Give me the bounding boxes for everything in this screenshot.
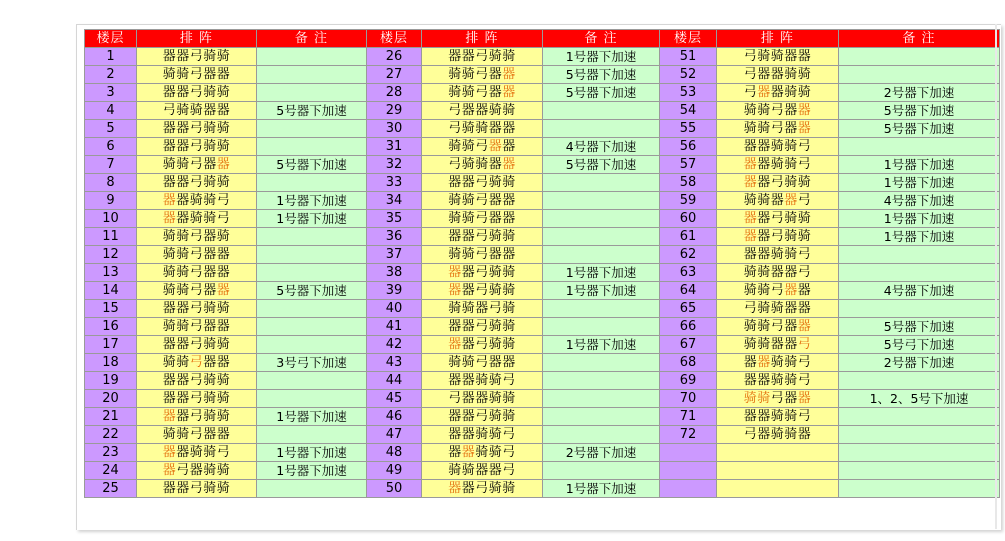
formation-cell[interactable]: 器器弓骑骑 [137,408,257,426]
floor-cell[interactable]: 68 [660,354,717,372]
formation-cell[interactable]: 器器弓骑骑 [717,174,839,192]
floor-cell[interactable]: 65 [660,300,717,318]
note-cell[interactable] [543,210,660,228]
floor-cell[interactable]: 22 [85,426,137,444]
table-row [85,300,1000,318]
formation-cell[interactable]: 器器弓骑骑 [137,48,257,66]
floor-cell[interactable]: 26 [367,48,422,66]
floor-cell[interactable]: 72 [660,426,717,444]
floor-cell[interactable]: 52 [660,66,717,84]
floor-cell[interactable]: 9 [85,192,137,210]
note-cell[interactable] [839,264,1000,282]
table-row [85,426,1000,444]
note-cell[interactable] [543,120,660,138]
formation-cell[interactable]: 器器弓骑骑 [422,228,543,246]
formation-cell[interactable]: 器器骑骑弓 [422,444,543,462]
formation-cell[interactable]: 器器骑骑弓 [137,444,257,462]
formation-cell[interactable]: 器器弓骑骑 [422,408,543,426]
table-row [85,246,1000,264]
floor-cell[interactable]: 34 [367,192,422,210]
floor-cell[interactable]: 19 [85,372,137,390]
formation-cell[interactable]: 弓骑骑器器 [717,300,839,318]
note-cell[interactable] [257,300,367,318]
formation-cell[interactable]: 器器骑骑弓 [717,156,839,174]
formation-cell[interactable]: 器器弓骑骑 [422,480,543,498]
formation-cell[interactable]: 器器弓骑骑 [137,372,257,390]
note-cell[interactable]: 5号器下加速 [543,66,660,84]
note-cell[interactable]: 1号器下加速 [543,264,660,282]
table-row [85,462,1000,480]
formation-cell[interactable]: 器器弓骑骑 [422,282,543,300]
formation-cell[interactable]: 器器弓骑骑 [717,210,839,228]
table-row [85,408,1000,426]
note-cell[interactable]: 5号器下加速 [839,120,1000,138]
note-cell[interactable] [257,66,367,84]
floor-cell[interactable]: 59 [660,192,717,210]
formation-cell[interactable]: 骑骑器器弓 [422,462,543,480]
formation-cell[interactable]: 骑骑弓器器 [137,282,257,300]
table-row [85,84,1000,102]
note-cell[interactable] [839,444,1000,462]
header-note-3[interactable]: 备 注 [839,30,1000,48]
formation-cell[interactable]: 器器弓骑骑 [717,228,839,246]
floor-cell[interactable]: 18 [85,354,137,372]
floor-cell[interactable]: 30 [367,120,422,138]
note-cell[interactable] [543,174,660,192]
formation-cell[interactable]: 器器骑骑弓 [717,138,839,156]
header-floor-2[interactable]: 楼层 [367,30,422,48]
formation-cell[interactable]: 器器弓骑骑 [422,318,543,336]
floor-cell[interactable]: 62 [660,246,717,264]
note-cell[interactable]: 1号器下加速 [257,462,367,480]
formation-cell[interactable]: 骑骑弓器骑 [137,228,257,246]
note-cell[interactable]: 1号器下加速 [257,192,367,210]
floor-cell[interactable]: 64 [660,282,717,300]
floor-cell[interactable]: 54 [660,102,717,120]
window-edge [995,24,997,529]
floor-cell[interactable]: 16 [85,318,137,336]
spreadsheet-panel [76,24,1001,530]
note-cell[interactable] [839,426,1000,444]
table-row [85,120,1000,138]
note-cell[interactable]: 5号器下加速 [257,102,367,120]
note-cell[interactable]: 1号器下加速 [257,444,367,462]
floor-cell[interactable]: 37 [367,246,422,264]
floor-cell[interactable]: 47 [367,426,422,444]
table-row [85,210,1000,228]
formation-cell[interactable]: 器器骑骑弓 [717,408,839,426]
note-cell[interactable] [543,300,660,318]
note-cell[interactable]: 1号器下加速 [543,48,660,66]
floor-cell[interactable]: 38 [367,264,422,282]
formation-cell[interactable]: 器器骑骑弓 [137,192,257,210]
note-cell[interactable] [257,264,367,282]
note-cell[interactable]: 1号器下加速 [839,210,1000,228]
formation-cell[interactable]: 弓器器骑骑 [717,66,839,84]
floor-cell[interactable]: 25 [85,480,137,498]
header-row [85,30,1000,48]
formation-cell[interactable]: 器器骑骑弓 [422,372,543,390]
floor-cell[interactable]: 45 [367,390,422,408]
formation-cell[interactable]: 骑骑器器弓 [717,336,839,354]
floor-cell[interactable]: 4 [85,102,137,120]
note-cell[interactable] [839,48,1000,66]
formation-cell[interactable]: 器弓器骑骑 [137,462,257,480]
floor-cell[interactable]: 63 [660,264,717,282]
floor-cell[interactable]: 27 [367,66,422,84]
note-cell[interactable]: 5号器下加速 [543,156,660,174]
note-cell[interactable] [839,462,1000,480]
header-floor-1[interactable]: 楼层 [85,30,137,48]
floor-cell[interactable]: 17 [85,336,137,354]
table-row [85,354,1000,372]
floor-cell[interactable]: 2 [85,66,137,84]
floor-cell[interactable]: 28 [367,84,422,102]
table-row [85,444,1000,462]
floor-cell[interactable]: 7 [85,156,137,174]
floor-cell[interactable]: 44 [367,372,422,390]
note-cell[interactable]: 1号器下加速 [543,282,660,300]
header-note-2[interactable]: 备 注 [543,30,660,48]
formation-cell[interactable]: 器器弓骑骑 [137,84,257,102]
floor-cell[interactable]: 20 [85,390,137,408]
note-cell[interactable]: 1、2、5号下加速 [839,390,1000,408]
formation-cell[interactable]: 器器弓骑骑 [137,138,257,156]
floor-cell[interactable]: 29 [367,102,422,120]
floor-cell[interactable]: 33 [367,174,422,192]
formation-cell[interactable]: 弓骑骑器器 [137,102,257,120]
floor-cell[interactable]: 49 [367,462,422,480]
table-row [85,372,1000,390]
note-cell[interactable] [543,426,660,444]
formation-cell[interactable]: 器器骑骑弓 [137,210,257,228]
note-cell[interactable] [257,48,367,66]
table-row [85,174,1000,192]
note-cell[interactable] [257,138,367,156]
floor-cell[interactable]: 21 [85,408,137,426]
floor-cell[interactable]: 53 [660,84,717,102]
formation-cell[interactable]: 骑骑弓器器 [422,84,543,102]
formation-cell[interactable]: 器器弓骑骑 [137,336,257,354]
table-body [85,48,1000,498]
note-cell[interactable]: 5号器下加速 [543,84,660,102]
note-cell[interactable]: 1号器下加速 [839,156,1000,174]
table-row [85,102,1000,120]
formation-cell[interactable]: 骑骑弓器器 [137,264,257,282]
table-row [85,282,1000,300]
floor-cell[interactable]: 36 [367,228,422,246]
floor-cell[interactable]: 3 [85,84,137,102]
note-cell[interactable] [257,84,367,102]
floor-cell[interactable] [660,480,717,498]
note-cell[interactable]: 3号弓下加速 [257,354,367,372]
formation-cell[interactable]: 骑骑弓器器 [717,282,839,300]
formation-cell[interactable]: 骑骑器器弓 [717,264,839,282]
note-cell[interactable]: 4号器下加速 [839,192,1000,210]
note-cell[interactable]: 1号器下加速 [543,480,660,498]
formation-cell[interactable]: 器器骑骑弓 [717,372,839,390]
floor-cell[interactable]: 70 [660,390,717,408]
formation-cell[interactable]: 器器骑骑弓 [422,426,543,444]
floor-cell[interactable]: 41 [367,318,422,336]
note-cell[interactable] [543,372,660,390]
table-row [85,48,1000,66]
floor-cell[interactable]: 66 [660,318,717,336]
formation-cell[interactable]: 器器弓骑骑 [422,174,543,192]
floor-cell[interactable]: 55 [660,120,717,138]
formation-cell[interactable]: 器器骑骑弓 [717,246,839,264]
formation-cell[interactable]: 弓器器骑骑 [422,102,543,120]
table-row [85,138,1000,156]
table-row [85,390,1000,408]
floor-cell[interactable]: 24 [85,462,137,480]
formation-cell[interactable]: 骑骑弓器器 [717,318,839,336]
floor-cell[interactable] [660,462,717,480]
formation-cell[interactable]: 骑骑弓器器 [422,210,543,228]
floor-cell[interactable]: 31 [367,138,422,156]
floor-cell[interactable]: 35 [367,210,422,228]
floor-cell[interactable]: 61 [660,228,717,246]
floor-cell[interactable]: 12 [85,246,137,264]
formation-cell[interactable]: 弓骑骑器器 [422,156,543,174]
note-cell[interactable]: 5号弓下加速 [839,336,1000,354]
formation-cell[interactable]: 骑骑弓器器 [137,426,257,444]
formation-cell[interactable]: 骑骑弓器器 [137,246,257,264]
formation-cell[interactable]: 器器弓骑骑 [137,174,257,192]
formation-cell[interactable]: 骑骑弓器器 [422,192,543,210]
formation-cell[interactable]: 骑骑弓器器 [137,66,257,84]
floor-cell[interactable]: 58 [660,174,717,192]
note-cell[interactable] [257,426,367,444]
floor-cell[interactable]: 8 [85,174,137,192]
note-cell[interactable] [257,120,367,138]
note-cell[interactable] [543,390,660,408]
table-row [85,156,1000,174]
note-cell[interactable] [257,318,367,336]
formation-cell[interactable]: 骑骑器弓骑 [422,300,543,318]
note-cell[interactable] [257,390,367,408]
formation-cell[interactable]: 骑骑弓器器 [422,354,543,372]
note-cell[interactable]: 2号器下加速 [543,444,660,462]
floor-cell[interactable]: 42 [367,336,422,354]
note-cell[interactable] [543,246,660,264]
formation-cell[interactable] [717,444,839,462]
floor-cell[interactable]: 15 [85,300,137,318]
formation-cell[interactable]: 器器弓骑骑 [137,390,257,408]
note-cell[interactable]: 5号器下加速 [839,102,1000,120]
formation-cell[interactable]: 器器弓骑骑 [137,480,257,498]
note-cell[interactable] [543,102,660,120]
floor-cell[interactable]: 71 [660,408,717,426]
formation-cell[interactable]: 骑骑器器弓 [717,192,839,210]
note-cell[interactable] [839,138,1000,156]
formation-cell[interactable]: 骑骑弓器器 [422,66,543,84]
note-cell[interactable]: 1号器下加速 [839,228,1000,246]
table-row [85,192,1000,210]
note-cell[interactable]: 1号器下加速 [257,210,367,228]
formation-cell[interactable]: 骑骑弓器器 [717,120,839,138]
formation-cell[interactable]: 骑骑弓器器 [137,156,257,174]
floor-cell[interactable]: 60 [660,210,717,228]
formation-cell[interactable]: 弓器骑骑器 [717,426,839,444]
floor-cell[interactable]: 48 [367,444,422,462]
note-cell[interactable] [543,192,660,210]
formation-cell[interactable] [717,480,839,498]
note-cell[interactable]: 2号器下加速 [839,354,1000,372]
note-cell[interactable] [839,408,1000,426]
formation-cell[interactable]: 弓骑骑器器 [422,120,543,138]
note-cell[interactable]: 5号器下加速 [257,282,367,300]
note-cell[interactable] [257,480,367,498]
formation-cell[interactable]: 骑骑弓器器 [137,354,257,372]
note-cell[interactable] [839,246,1000,264]
formation-cell[interactable]: 弓器器骑骑 [422,390,543,408]
floor-cell[interactable]: 23 [85,444,137,462]
floor-cell[interactable]: 40 [367,300,422,318]
table-row [85,228,1000,246]
floor-cell[interactable]: 46 [367,408,422,426]
floor-cell[interactable]: 69 [660,372,717,390]
formation-cell[interactable]: 骑骑弓器器 [717,390,839,408]
formation-cell[interactable]: 骑骑弓器器 [717,102,839,120]
floor-cell[interactable]: 51 [660,48,717,66]
formation-cell[interactable]: 器器弓骑骑 [422,264,543,282]
note-cell[interactable] [543,228,660,246]
formation-cell[interactable]: 弓器器骑骑 [717,84,839,102]
header-formation-2[interactable]: 排 阵 [422,30,543,48]
table-row [85,480,1000,498]
floor-cell[interactable]: 50 [367,480,422,498]
formation-cell[interactable]: 器器弓骑骑 [137,120,257,138]
formation-table [84,29,1000,498]
floor-cell[interactable]: 6 [85,138,137,156]
floor-cell[interactable]: 10 [85,210,137,228]
header-formation-1[interactable]: 排 阵 [137,30,257,48]
note-cell[interactable]: 5号器下加速 [839,318,1000,336]
note-cell[interactable] [839,300,1000,318]
floor-cell[interactable]: 43 [367,354,422,372]
floor-cell[interactable]: 32 [367,156,422,174]
note-cell[interactable]: 4号器下加速 [839,282,1000,300]
table-row [85,336,1000,354]
header-formation-3[interactable]: 排 阵 [717,30,839,48]
floor-cell[interactable] [660,444,717,462]
note-cell[interactable]: 5号器下加速 [257,156,367,174]
note-cell[interactable]: 1号器下加速 [257,408,367,426]
note-cell[interactable] [839,372,1000,390]
floor-cell[interactable]: 5 [85,120,137,138]
header-floor-3[interactable]: 楼层 [660,30,717,48]
note-cell[interactable]: 2号器下加速 [839,84,1000,102]
formation-cell[interactable] [717,462,839,480]
formation-cell[interactable]: 器器骑骑弓 [717,354,839,372]
floor-cell[interactable]: 67 [660,336,717,354]
floor-cell[interactable]: 39 [367,282,422,300]
formation-cell[interactable]: 骑骑弓器器 [137,318,257,336]
note-cell[interactable] [543,354,660,372]
formation-cell[interactable]: 弓骑骑器器 [717,48,839,66]
table-row [85,264,1000,282]
floor-cell[interactable]: 11 [85,228,137,246]
note-cell[interactable] [257,336,367,354]
note-cell[interactable]: 1号器下加速 [543,336,660,354]
formation-cell[interactable]: 器器弓骑骑 [137,300,257,318]
table-row [85,66,1000,84]
table-row [85,318,1000,336]
note-cell[interactable]: 4号器下加速 [543,138,660,156]
note-cell[interactable] [543,318,660,336]
formation-cell[interactable]: 器器弓骑骑 [422,48,543,66]
note-cell[interactable] [257,246,367,264]
floor-cell[interactable]: 1 [85,48,137,66]
note-cell[interactable] [839,66,1000,84]
formation-cell[interactable]: 骑骑弓器器 [422,246,543,264]
note-cell[interactable] [543,408,660,426]
floor-cell[interactable]: 13 [85,264,137,282]
formation-cell[interactable]: 器器弓骑骑 [422,336,543,354]
floor-cell[interactable]: 57 [660,156,717,174]
header-note-1[interactable]: 备 注 [257,30,367,48]
note-cell[interactable] [257,174,367,192]
floor-cell[interactable]: 14 [85,282,137,300]
floor-cell[interactable]: 56 [660,138,717,156]
note-cell[interactable] [543,462,660,480]
formation-cell[interactable]: 骑骑弓器器 [422,138,543,156]
note-cell[interactable] [839,480,1000,498]
note-cell[interactable] [257,228,367,246]
note-cell[interactable] [257,372,367,390]
note-cell[interactable]: 1号器下加速 [839,174,1000,192]
